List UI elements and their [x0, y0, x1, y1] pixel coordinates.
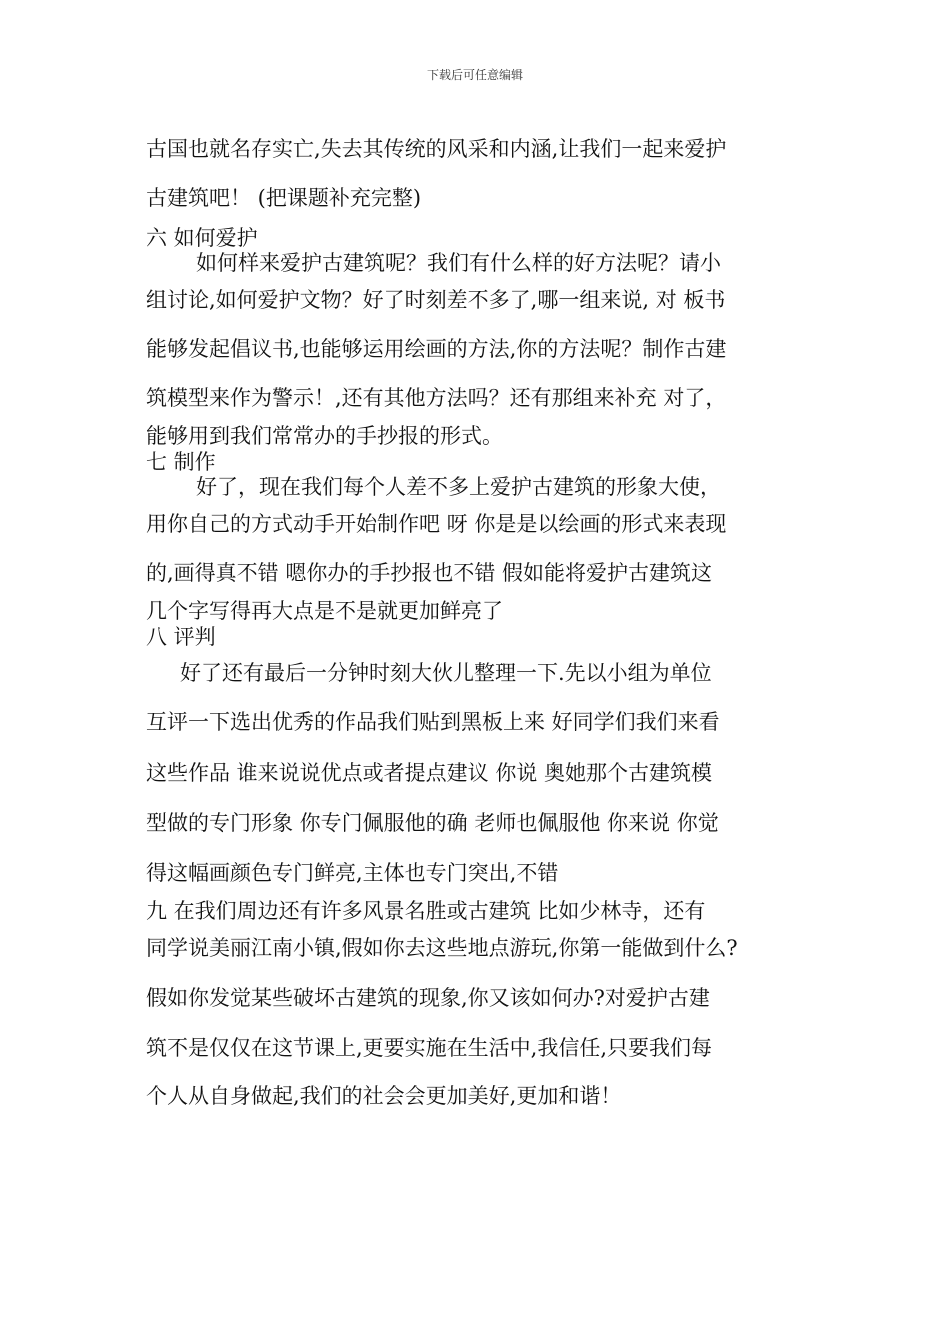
section-heading: 八 评判	[146, 625, 216, 649]
page-header: 下载后可任意编辑	[426, 68, 523, 82]
text-line: 古国也就名存实亡,失去其传统的风采和内涵,让我们一起来爱护	[146, 137, 727, 161]
text-line: 如何样来爱护古建筑呢？我们有什么样的好方法呢？请小	[196, 251, 721, 275]
text-line: 能够用到我们常常办的手抄报的形式。	[146, 424, 503, 448]
section-heading: 六 如何爱护	[146, 226, 258, 250]
text-line: 个人从自身做起,我们的社会会更加美好,更加和谐！	[146, 1084, 622, 1108]
text-line: 用你自己的方式动手开始制作吧 呀 你是是以绘画的形式来表现	[146, 512, 727, 536]
section-heading: 七 制作	[146, 450, 216, 474]
text-line: 同学说美丽江南小镇,假如你去这些地点游玩,你第一能做到什么?	[146, 936, 738, 960]
text-line: 几个字写得再大点是不是就更加鲜亮了	[146, 599, 503, 623]
text-line: 好了，现在我们每个人差不多上爱护古建筑的形象大使，	[196, 475, 721, 499]
text-line: 古建筑吧！ (把课题补充完整)	[146, 186, 422, 210]
text-line: 这些作品 谁来说说优点或者提点建议 你说 奥她那个古建筑模	[146, 761, 713, 785]
text-line: 能够发起倡议书,也能够运用绘画的方法,你的方法呢？制作古建	[146, 337, 727, 361]
text-line: 的,画得真不错 嗯你办的手抄报也不错 假如能将爱护古建筑这	[146, 561, 713, 585]
text-line: 组讨论,如何爱护文物？好了时刻差不多了,哪一组来说, 对 板书	[146, 288, 726, 312]
text-line: 筑不是仅仅在这节课上,更要实施在生活中,我信任,只要我们每	[146, 1036, 713, 1060]
section-heading: 九 在我们周边还有许多风景名胜或古建筑 比如少林寺，还有	[146, 899, 706, 923]
text-line: 型做的专门形象 你专门佩服他的确 老师也佩服他 你来说 你觉	[146, 811, 719, 835]
text-line: 互评一下选出优秀的作品我们贴到黑板上来 好同学们我们来看	[146, 710, 720, 734]
text-line: 假如你发觉某些破坏古建筑的现象,你又该如何办?对爱护古建	[146, 986, 710, 1010]
text-line: 筑模型来作为警示！,还有其他方法吗？还有那组来补充 对了，	[146, 386, 727, 410]
text-line: 好了还有最后一分钟时刻大伙儿整理一下.先以小组为单位	[180, 661, 712, 685]
text-line: 得这幅画颜色专门鲜亮,主体也专门突出,不错	[146, 861, 559, 885]
